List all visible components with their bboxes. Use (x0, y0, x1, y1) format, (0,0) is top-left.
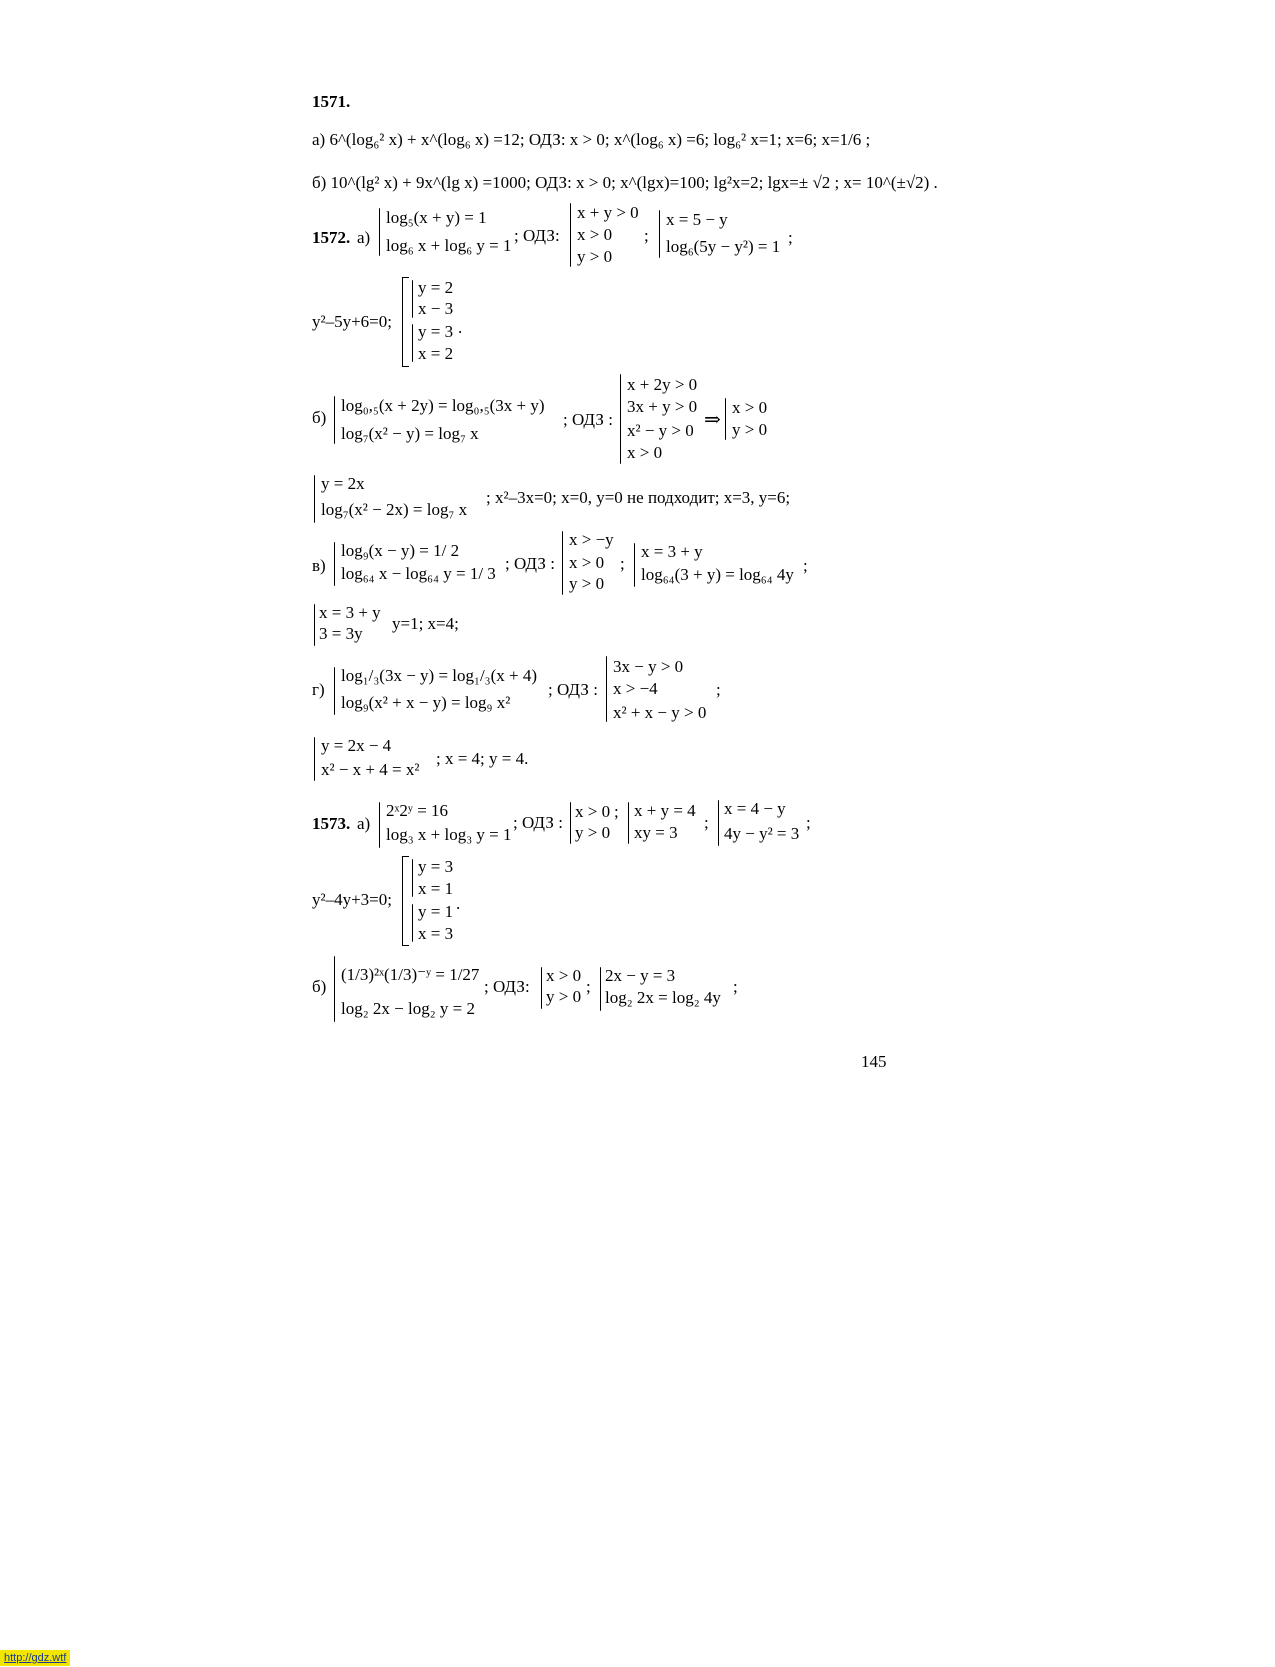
system-brace (606, 656, 607, 722)
system-line: log₁/₃(3x − y) = log₁/₃(x + 4) (341, 666, 538, 685)
system-brace (620, 374, 621, 464)
system-brace (314, 475, 315, 523)
system-brace (718, 800, 719, 846)
system-line: 3x + y > 0 (627, 397, 698, 416)
system-line: x² + x − y > 0 (613, 703, 707, 722)
system-line: log₂ 2x = log₂ 4y (605, 988, 721, 1007)
problem-1573-b-label: б) (312, 977, 327, 996)
system-brace (334, 956, 335, 1022)
root-line: x − 3 (418, 299, 454, 318)
system-line: 2x − y = 3 (605, 966, 676, 985)
system-line: log₉(x − y) = 1/ 2 (341, 541, 460, 560)
system-line: x + y > 0 (577, 203, 639, 222)
system-line: x > 0 (577, 225, 613, 244)
system-line: 3x − y > 0 (613, 657, 684, 676)
problem-1572-g-label: г) (312, 680, 325, 699)
system-brace (379, 208, 380, 256)
problem-1571-a: а) 6^(log₆² x) + x^(log₆ x) =12; ОДЗ: x > 0; x^(log₆ x) =6; log₆² x=1; x=6; x=1/6 ; (312, 130, 871, 149)
page-number: 145 (861, 1052, 887, 1071)
system-brace (562, 531, 563, 595)
system-brace (634, 543, 635, 587)
odz-label: ; ОДЗ : (505, 554, 555, 573)
system-brace (412, 904, 413, 942)
system-line: x = 4 − y (724, 799, 786, 818)
system-line: y = 2x (321, 474, 365, 493)
system-line: y > 0 (546, 987, 582, 1006)
system-line: log₆₄(3 + y) = log₆₄ 4y (641, 565, 794, 584)
problem-1573-number: 1573. (312, 814, 351, 833)
quadratic-equation: y²–5y+6=0; (312, 312, 392, 331)
problem-1572-number: 1572. (312, 228, 351, 247)
system-line: x = 3 + y (319, 603, 381, 622)
system-line: x² − y > 0 (627, 421, 694, 440)
system-brace (334, 542, 335, 586)
system-brace (412, 859, 413, 897)
problem-1571-number: 1571. (312, 92, 351, 111)
system-brace (412, 324, 413, 362)
system-line: y > 0 (569, 574, 605, 593)
system-line: y > 0 (575, 823, 611, 842)
odz-label: ; ОДЗ: (514, 226, 560, 245)
problem-1573-a-label: а) (357, 814, 371, 833)
odz-label: ; ОДЗ : (513, 813, 563, 832)
system-line: x > −y (569, 530, 614, 549)
system-line: xy = 3 (634, 823, 678, 842)
problem-1572-b-label: б) (312, 408, 327, 427)
system-line: x > −4 (613, 679, 658, 698)
system-line: 4y − y² = 3 (724, 824, 800, 843)
system-line: 3 = 3y (319, 624, 363, 643)
system-line: x = 5 − y (666, 210, 728, 229)
system-brace (725, 398, 726, 440)
root-line: y = 1 (418, 902, 454, 921)
odz-label: ; ОДЗ: (484, 977, 530, 996)
root-line: x = 1 (418, 879, 454, 898)
system-line: log₆(5y − y²) = 1 (666, 237, 781, 256)
problem-1571-b: б) 10^(lg² x) + 9x^(lg x) =1000; ОДЗ: x > 0; x^(lgx)=100; lg²x=2; lgx=± √2 ; x= 10^(±√2) . (312, 173, 938, 192)
system-brace (379, 802, 380, 848)
solution-result: ; x = 4; y = 4. (436, 749, 529, 768)
solution-result: y=1; x=4; (392, 614, 459, 633)
odz-label: ; ОДЗ : (548, 680, 598, 699)
system-line: x > 0 (627, 443, 663, 462)
quadratic-equation: y²–4y+3=0; (312, 890, 392, 909)
system-line: 2ˣ2ʸ = 16 (386, 801, 449, 820)
system-line: x > 0 (569, 553, 605, 572)
set-bracket (402, 277, 409, 367)
system-line: y > 0 (577, 247, 613, 266)
system-line: x > 0 (575, 802, 611, 821)
system-brace (314, 737, 315, 781)
system-brace (541, 967, 542, 1009)
system-brace (659, 210, 660, 258)
system-line: log₃ x + log₃ y = 1 (386, 825, 512, 844)
system-line: log₀,₅(x + 2y) = log₀,₅(3x + y) (341, 396, 545, 415)
system-brace (600, 967, 601, 1011)
system-line: log₆₄ x − log₆₄ y = 1/ 3 (341, 564, 496, 583)
system-brace (628, 802, 629, 844)
system-line: x² − x + 4 = x² (321, 760, 420, 779)
system-brace (334, 396, 335, 444)
root-line: y = 2 (418, 278, 454, 297)
system-brace (412, 280, 413, 318)
system-line: x > 0 (732, 398, 768, 417)
system-brace (570, 203, 571, 267)
system-line: log₅(x + y) = 1 (386, 208, 487, 227)
system-line: x > 0 (546, 966, 582, 985)
solution-result: ; x²–3x=0; x=0, y=0 не подходит; x=3, y=6; (486, 488, 791, 507)
system-line: x = 3 + y (641, 542, 703, 561)
footer-link[interactable]: http://gdz.wtf (0, 1650, 70, 1666)
system-line: log₂ 2x − log₂ y = 2 (341, 999, 475, 1018)
system-brace (570, 802, 571, 844)
system-line: x + 2y > 0 (627, 375, 698, 394)
system-line: log₇(x² − y) = log₇ x (341, 424, 479, 443)
system-line: log₆ x + log₆ y = 1 (386, 236, 512, 255)
root-line: x = 3 (418, 924, 454, 943)
system-line: y = 2x − 4 (321, 736, 392, 755)
system-line: log₇(x² − 2x) = log₇ x (321, 500, 468, 519)
system-line: (1/3)²ˣ(1/3)⁻ʸ = 1/27 (341, 965, 480, 984)
root-line: y = 3 (418, 322, 454, 341)
system-line: x + y = 4 (634, 801, 696, 820)
system-line: log₉(x² + x − y) = log₉ x² (341, 693, 511, 712)
problem-1572-a-label: а) (357, 228, 371, 247)
odz-label: ; ОДЗ : (563, 410, 613, 429)
system-brace (334, 667, 335, 715)
problem-1572-v-label: в) (312, 556, 326, 575)
system-brace (314, 604, 315, 646)
system-line: y > 0 (732, 420, 768, 439)
implies-arrow: ⇒ (704, 409, 721, 431)
root-line: y = 3 (418, 857, 454, 876)
set-bracket (402, 856, 409, 946)
root-line: x = 2 (418, 344, 454, 363)
